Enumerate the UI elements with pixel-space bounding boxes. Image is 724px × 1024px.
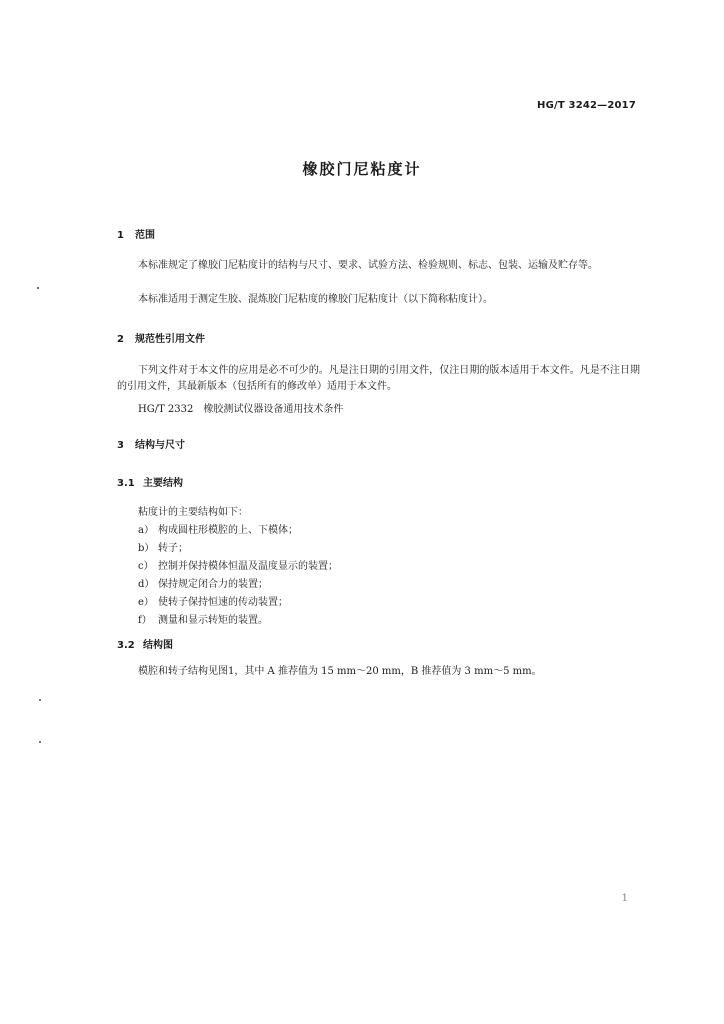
section-number: 3.1 (117, 478, 135, 489)
list-item (138, 521, 298, 536)
list-item (138, 611, 268, 626)
list-text: 测量和显示转矩的装置。 (158, 615, 268, 626)
section-title: 范围 (135, 230, 155, 241)
section-3-heading (117, 436, 185, 451)
list-item (138, 593, 288, 608)
section-number: 2 (117, 334, 124, 345)
document-title: 橡胶门尼粘度计 (302, 160, 422, 178)
standard-code: HG/T 3242—2017 (537, 100, 636, 111)
list-marker: a） (138, 525, 154, 536)
list-text: 使转子保持恒速的传动装置； (158, 597, 288, 608)
scan-speck (39, 741, 41, 743)
list-marker: c） (138, 561, 154, 572)
section-number: 3 (117, 440, 124, 451)
structure-figure-text: 模腔和转子结构见图1，其中 A 推荐值为 15 mm～20 mm，B 推荐值为 3 mm～5 mm。 (138, 666, 542, 677)
scan-speck (39, 699, 41, 701)
section-title: 主要结构 (143, 478, 183, 489)
section-3-2-heading (117, 636, 173, 651)
section-1-paragraph-2: 本标准适用于测定生胶、混炼胶门尼粘度的橡胶门尼粘度计（以下简称粘度计）。 (138, 294, 493, 305)
section-3-1-heading (117, 474, 183, 489)
list-text: 转子； (158, 543, 188, 554)
list-marker: d） (138, 579, 155, 590)
list-item (138, 539, 188, 554)
normative-reference: HG/T 2332 橡胶测试仪器设备通用技术条件 (138, 404, 344, 415)
section-1-paragraph-1: 本标准规定了橡胶门尼粘度计的结构与尺寸、要求、试验方法、检验规则、标志、包装、运输及贮存等。 (138, 260, 598, 271)
list-text: 控制并保持模体恒温及温度显示的装置； (158, 561, 338, 572)
list-item (138, 575, 268, 590)
section-title: 结构与尺寸 (135, 440, 185, 451)
list-text: 构成圆柱形模腔的上、下模体； (158, 525, 298, 536)
section-title: 结构图 (143, 640, 173, 651)
section-title: 规范性引用文件 (135, 334, 205, 345)
page-number: 1 (621, 893, 628, 904)
section-number: 3.2 (117, 640, 135, 651)
list-marker: f） (138, 615, 152, 626)
section-1-heading (117, 226, 155, 241)
list-marker: e） (138, 597, 154, 608)
structure-intro: 粘度计的主要结构如下： (138, 507, 248, 518)
list-text: 保持规定闭合力的装置； (158, 579, 268, 590)
section-2-heading (117, 330, 205, 345)
list-marker: b） (138, 543, 155, 554)
section-number: 1 (117, 230, 124, 241)
scan-speck (37, 287, 39, 289)
list-item (138, 557, 338, 572)
section-2-paragraph-1: 下列文件对于本文件的应用是必不可少的。凡是注日期的引用文件，仅注日期的版本适用于本文件。凡是不注日期的引用文件，其最新版本（包括所有的修改单）适用于本文件。 (117, 365, 640, 392)
